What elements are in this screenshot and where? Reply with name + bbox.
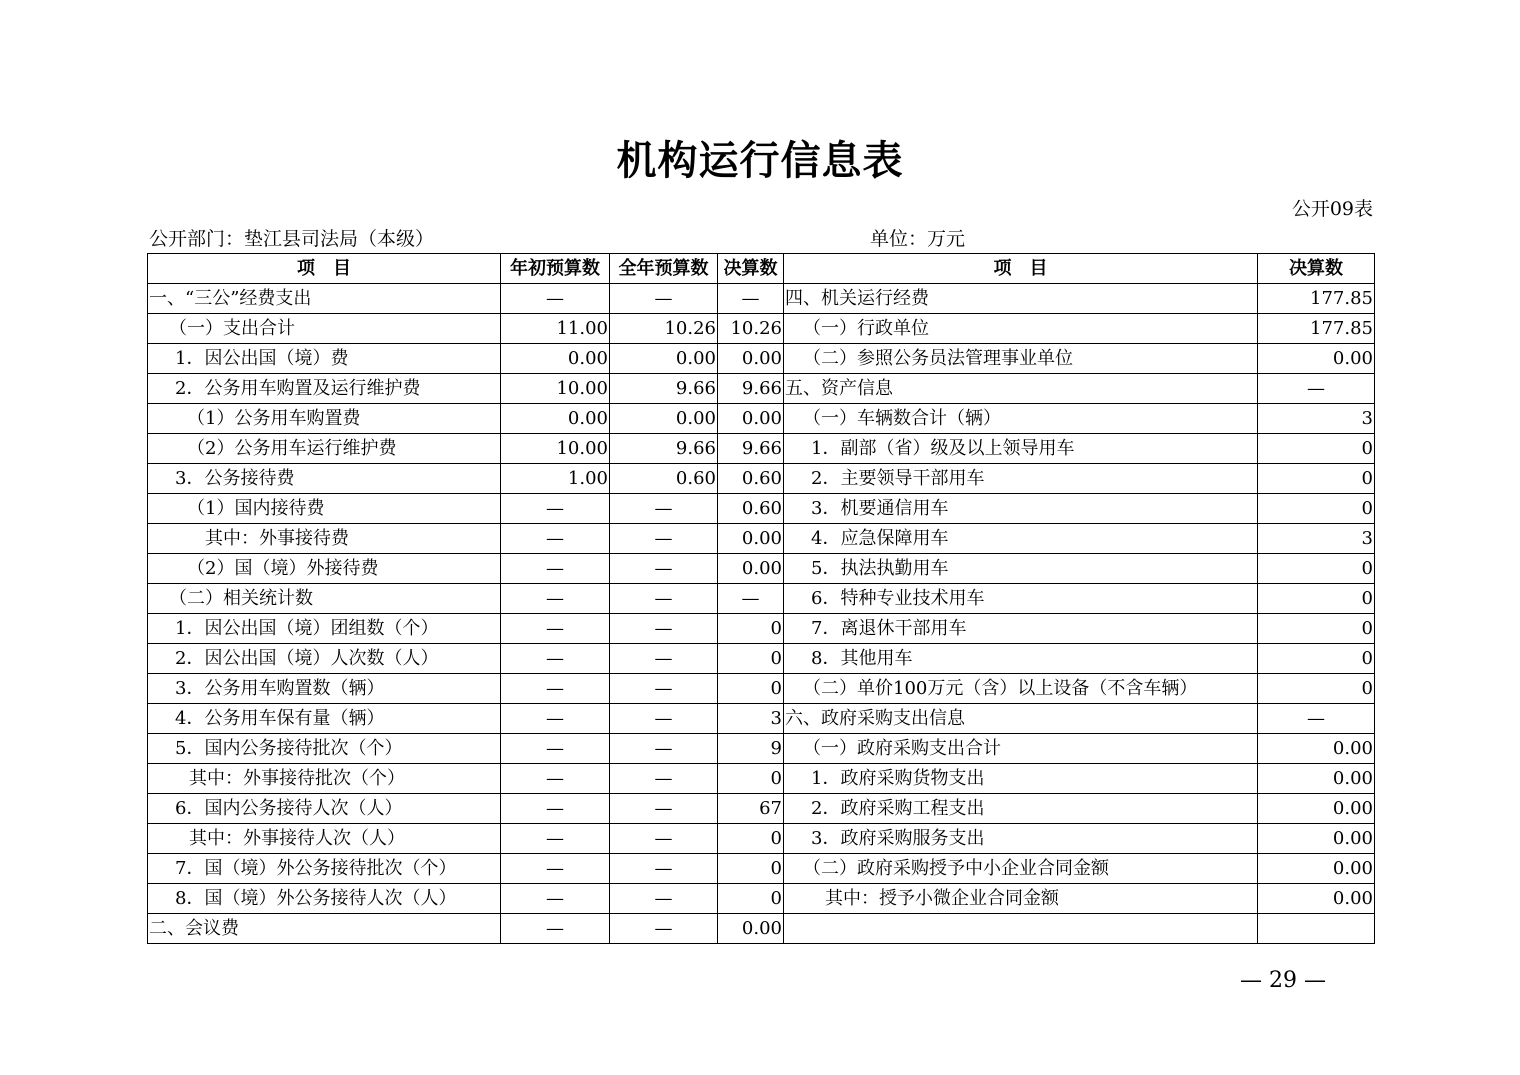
row-budget-full: 0.60 — [610, 464, 718, 494]
row-budget-full: — — [610, 614, 718, 644]
row-left-item: 3．公务用车购置数（辆） — [148, 674, 501, 704]
table-row — [148, 344, 1375, 374]
row-left-item: （一）支出合计 — [148, 314, 501, 344]
page-title: 机构运行信息表 — [616, 137, 904, 184]
row-left-item: 2．公务用车购置及运行维护费 — [148, 374, 501, 404]
row-final-left: 0 — [718, 644, 784, 674]
row-budget-initial: 0.00 — [501, 344, 610, 374]
row-budget-full: — — [610, 644, 718, 674]
row-final-right: 0.00 — [1258, 884, 1375, 914]
row-final-right: 0 — [1258, 494, 1375, 524]
row-right-item: 五、资产信息 — [784, 374, 1258, 404]
row-final-left: 0 — [718, 764, 784, 794]
row-budget-full: — — [610, 734, 718, 764]
row-left-item: （二）相关统计数 — [148, 584, 501, 614]
row-final-right: 0.00 — [1258, 794, 1375, 824]
table-row — [148, 914, 1375, 944]
row-final-right: 0 — [1258, 464, 1375, 494]
row-final-right: 177.85 — [1258, 284, 1375, 314]
row-budget-full: — — [610, 584, 718, 614]
row-budget-full: — — [610, 764, 718, 794]
row-final-right: 0.00 — [1258, 764, 1375, 794]
row-final-left: 9.66 — [718, 374, 784, 404]
table-row — [148, 374, 1375, 404]
row-budget-initial: 10.00 — [501, 434, 610, 464]
row-final-right: 177.85 — [1258, 314, 1375, 344]
row-budget-full: 9.66 — [610, 374, 718, 404]
row-right-item: 2．政府采购工程支出 — [784, 794, 1258, 824]
row-right-item: 3．机要通信用车 — [784, 494, 1258, 524]
row-budget-full: — — [610, 704, 718, 734]
row-final-left: — — [718, 584, 784, 614]
table-row — [148, 764, 1375, 794]
table-row — [148, 704, 1375, 734]
table-row — [148, 314, 1375, 344]
table-row — [148, 434, 1375, 464]
row-right-item: 5．执法执勤用车 — [784, 554, 1258, 584]
row-final-right: 0.00 — [1258, 824, 1375, 854]
row-final-left: 3 — [718, 704, 784, 734]
row-budget-full: 0.00 — [610, 344, 718, 374]
row-final-left: 10.26 — [718, 314, 784, 344]
row-budget-initial: — — [501, 524, 610, 554]
row-right-item: 3．政府采购服务支出 — [784, 824, 1258, 854]
row-budget-full: — — [610, 674, 718, 704]
row-right-item: （一）行政单位 — [784, 314, 1258, 344]
row-right-item: 7．离退休干部用车 — [784, 614, 1258, 644]
row-budget-initial: — — [501, 854, 610, 884]
row-right-item: 8．其他用车 — [784, 644, 1258, 674]
row-budget-full: — — [610, 554, 718, 584]
page-number: — 29 — — [1240, 968, 1326, 993]
row-final-left: 0 — [718, 614, 784, 644]
row-budget-initial: — — [501, 704, 610, 734]
row-left-item: 其中：外事接待人次（人） — [148, 824, 501, 854]
row-right-item: 六、政府采购支出信息 — [784, 704, 1258, 734]
row-budget-full: 9.66 — [610, 434, 718, 464]
row-final-right: 0 — [1258, 434, 1375, 464]
row-final-left: — — [718, 284, 784, 314]
row-budget-initial: — — [501, 794, 610, 824]
table-row — [148, 644, 1375, 674]
row-budget-full: — — [610, 824, 718, 854]
row-budget-initial: — — [501, 494, 610, 524]
unit-label: 单位：万元 — [870, 228, 966, 250]
row-left-item: 3．公务接待费 — [148, 464, 501, 494]
row-left-item: （2）公务用车运行维护费 — [148, 434, 501, 464]
row-final-left: 0.00 — [718, 914, 784, 944]
table-row — [148, 614, 1375, 644]
row-final-left: 0 — [718, 674, 784, 704]
table-row — [148, 524, 1375, 554]
row-final-right — [1258, 914, 1375, 944]
header-final-left: 决算数 — [718, 254, 784, 284]
row-budget-full: — — [610, 914, 718, 944]
row-final-left: 0 — [718, 884, 784, 914]
table-row — [148, 464, 1375, 494]
row-final-left: 0.00 — [718, 554, 784, 584]
row-budget-initial: — — [501, 884, 610, 914]
row-final-left: 0.00 — [718, 524, 784, 554]
row-final-left: 9.66 — [718, 434, 784, 464]
row-final-right: 0.00 — [1258, 734, 1375, 764]
table-row — [148, 674, 1375, 704]
row-left-item: 8．国（境）外公务接待人次（人） — [148, 884, 501, 914]
row-budget-initial: 0.00 — [501, 404, 610, 434]
department-label: 公开部门：垫江县司法局（本级） — [149, 228, 435, 250]
row-final-right: 0.00 — [1258, 854, 1375, 884]
row-final-right: 0.00 — [1258, 344, 1375, 374]
row-right-item: 其中：授予小微企业合同金额 — [784, 884, 1258, 914]
row-left-item: 1．因公出国（境）费 — [148, 344, 501, 374]
header-item-right: 项 目 — [784, 254, 1258, 284]
header-budget-initial: 年初预算数 — [501, 254, 610, 284]
row-budget-full: — — [610, 884, 718, 914]
table-row — [148, 734, 1375, 764]
table-header-row — [148, 254, 1375, 284]
row-left-item: 2．因公出国（境）人次数（人） — [148, 644, 501, 674]
row-final-right: 0 — [1258, 584, 1375, 614]
row-final-right: 0 — [1258, 554, 1375, 584]
row-budget-full: — — [610, 794, 718, 824]
row-right-item: 4．应急保障用车 — [784, 524, 1258, 554]
row-right-item: （二）参照公务员法管理事业单位 — [784, 344, 1258, 374]
row-left-item: 一、“三公”经费支出 — [148, 284, 501, 314]
table-row — [148, 824, 1375, 854]
row-right-item: 1．政府采购货物支出 — [784, 764, 1258, 794]
header-final-right: 决算数 — [1258, 254, 1375, 284]
row-final-left: 0.00 — [718, 404, 784, 434]
row-final-left: 0 — [718, 854, 784, 884]
row-budget-initial: — — [501, 644, 610, 674]
row-final-left: 0.60 — [718, 494, 784, 524]
row-final-left: 9 — [718, 734, 784, 764]
row-budget-full: — — [610, 494, 718, 524]
row-left-item: （1）公务用车购置费 — [148, 404, 501, 434]
form-number: 公开09表 — [1291, 198, 1373, 220]
row-budget-full: 0.00 — [610, 404, 718, 434]
row-right-item: （二）单价100万元（含）以上设备（不含车辆） — [784, 674, 1258, 704]
row-right-item: （一）车辆数合计（辆） — [784, 404, 1258, 434]
table-row — [148, 584, 1375, 614]
row-left-item: 4．公务用车保有量（辆） — [148, 704, 501, 734]
row-right-item: （一）政府采购支出合计 — [784, 734, 1258, 764]
table-row — [148, 884, 1375, 914]
row-budget-full: — — [610, 284, 718, 314]
row-right-item: 2．主要领导干部用车 — [784, 464, 1258, 494]
header-item-left: 项 目 — [148, 254, 501, 284]
header-budget-full: 全年预算数 — [610, 254, 718, 284]
row-budget-initial: 10.00 — [501, 374, 610, 404]
row-final-right: 3 — [1258, 404, 1375, 434]
row-final-right: 0 — [1258, 644, 1375, 674]
row-left-item: 二、会议费 — [148, 914, 501, 944]
row-final-left: 67 — [718, 794, 784, 824]
row-budget-full: 10.26 — [610, 314, 718, 344]
row-final-right: 3 — [1258, 524, 1375, 554]
row-budget-full: — — [610, 854, 718, 884]
row-budget-initial: — — [501, 734, 610, 764]
row-budget-full: — — [610, 524, 718, 554]
row-right-item: （二）政府采购授予中小企业合同金额 — [784, 854, 1258, 884]
row-budget-initial: 1.00 — [501, 464, 610, 494]
row-budget-initial: — — [501, 824, 610, 854]
row-budget-initial: — — [501, 674, 610, 704]
table-row — [148, 854, 1375, 884]
row-final-right: — — [1258, 704, 1375, 734]
row-left-item: 6．国内公务接待人次（人） — [148, 794, 501, 824]
row-right-item: 6．特种专业技术用车 — [784, 584, 1258, 614]
table-row — [148, 404, 1375, 434]
row-right-item — [784, 914, 1258, 944]
row-budget-initial: 11.00 — [501, 314, 610, 344]
row-budget-initial: — — [501, 554, 610, 584]
info-table — [147, 253, 1375, 944]
row-final-right: 0 — [1258, 674, 1375, 704]
row-left-item: （2）国（境）外接待费 — [148, 554, 501, 584]
row-budget-initial: — — [501, 764, 610, 794]
row-final-left: 0 — [718, 824, 784, 854]
row-left-item: 5．国内公务接待批次（个） — [148, 734, 501, 764]
row-final-right: — — [1258, 374, 1375, 404]
table-row — [148, 554, 1375, 584]
row-budget-initial: — — [501, 914, 610, 944]
table-row — [148, 794, 1375, 824]
row-right-item: 1．副部（省）级及以上领导用车 — [784, 434, 1258, 464]
row-budget-initial: — — [501, 284, 610, 314]
row-right-item: 四、机关运行经费 — [784, 284, 1258, 314]
row-left-item: 其中：外事接待费 — [148, 524, 501, 554]
row-left-item: （1）国内接待费 — [148, 494, 501, 524]
row-left-item: 7．国（境）外公务接待批次（个） — [148, 854, 501, 884]
row-final-left: 0.60 — [718, 464, 784, 494]
row-left-item: 其中：外事接待批次（个） — [148, 764, 501, 794]
table-row — [148, 494, 1375, 524]
row-budget-initial: — — [501, 614, 610, 644]
row-final-right: 0 — [1258, 614, 1375, 644]
row-final-left: 0.00 — [718, 344, 784, 374]
table-row — [148, 284, 1375, 314]
row-budget-initial: — — [501, 584, 610, 614]
row-left-item: 1．因公出国（境）团组数（个） — [148, 614, 501, 644]
